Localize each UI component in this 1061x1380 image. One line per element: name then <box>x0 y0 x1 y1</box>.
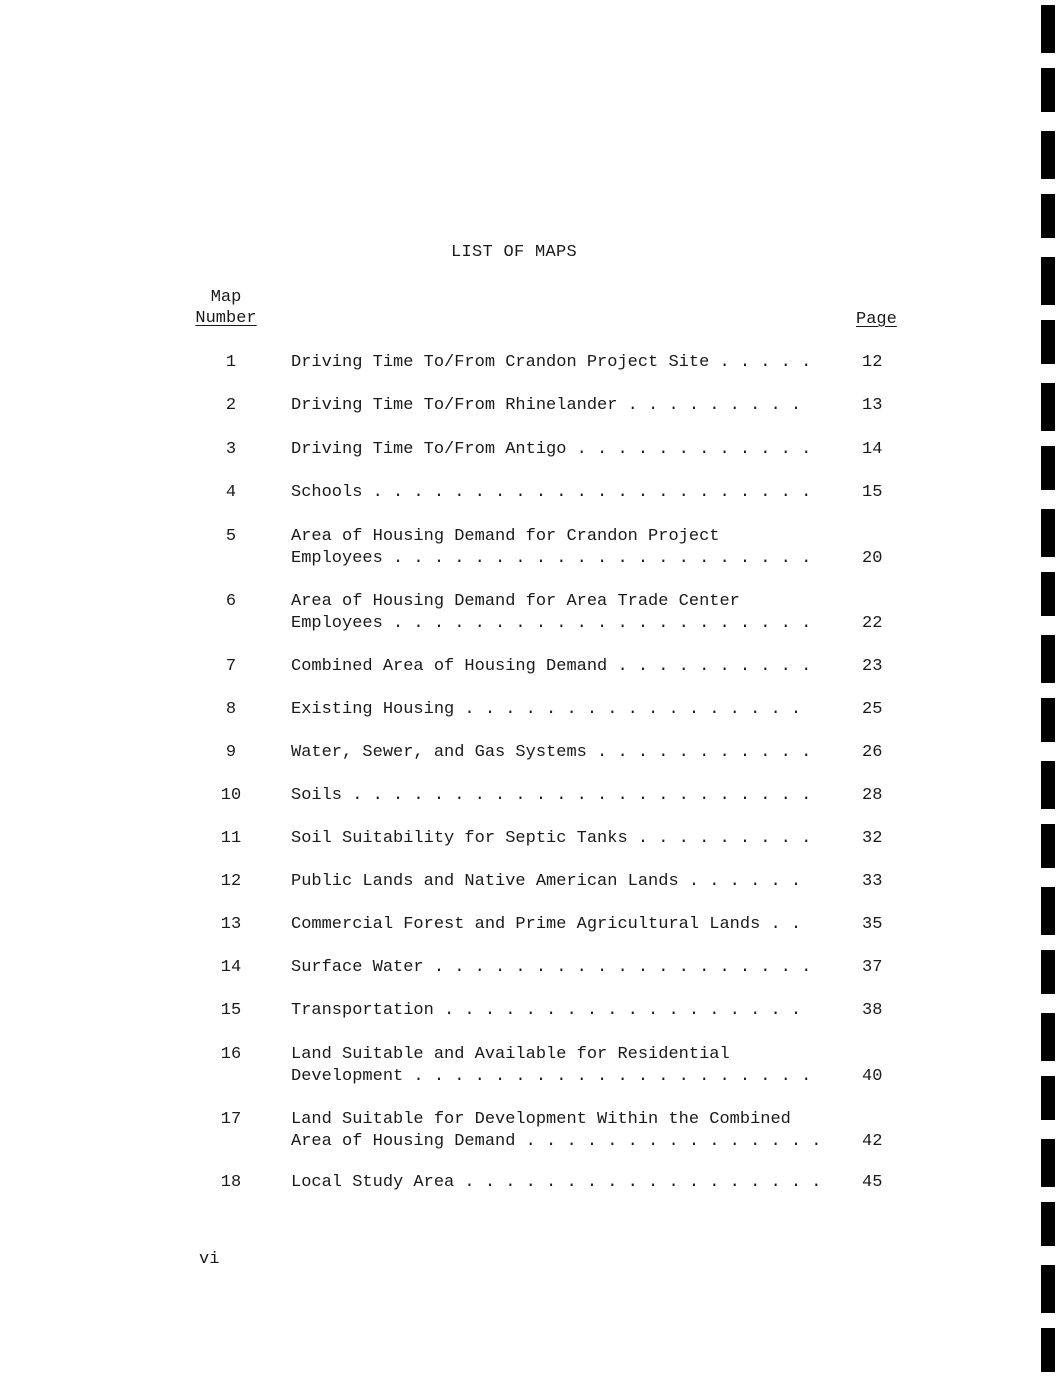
edge-mark <box>1041 446 1055 490</box>
edge-mark <box>1041 1139 1055 1187</box>
page-number: 45 <box>862 1173 883 1192</box>
edge-mark <box>1041 572 1055 616</box>
page-number: 37 <box>862 958 883 977</box>
map-number: 9 <box>225 743 237 762</box>
map-number: 6 <box>225 592 237 611</box>
map-title-line1: Public Lands and Native American Lands . . . . . . <box>291 872 802 891</box>
map-title-line1: Soil Suitability for Septic Tanks . . . . . . . . . <box>291 829 812 848</box>
page-header-label: Page <box>856 310 897 329</box>
map-title-line2: Employees . . . . . . . . . . . . . . . . . . . . . <box>291 549 812 568</box>
edge-mark <box>1041 257 1055 305</box>
map-number-header <box>191 287 261 329</box>
map-title-line2: Employees . . . . . . . . . . . . . . . . . . . . . <box>291 614 812 633</box>
page-number: 38 <box>862 1001 883 1020</box>
edge-mark <box>1041 194 1055 238</box>
map-number-header-line2: Number <box>195 309 257 328</box>
map-number: 8 <box>225 700 237 719</box>
map-number: 1 <box>225 353 237 372</box>
page-number: 28 <box>862 786 883 805</box>
map-title-line1: Water, Sewer, and Gas Systems . . . . . . . . . . . <box>291 743 812 762</box>
edge-mark <box>1041 950 1055 994</box>
map-title <box>291 828 851 850</box>
map-number: 3 <box>225 440 237 459</box>
map-number: 4 <box>225 483 237 502</box>
map-number-header-line1: Map <box>210 288 242 307</box>
map-number: 16 <box>220 1045 242 1064</box>
map-title-line1: Surface Water . . . . . . . . . . . . . . . . . . . <box>291 958 812 977</box>
page-number: 12 <box>862 353 883 372</box>
footer-page-number: vi <box>199 1250 220 1269</box>
map-title <box>291 395 851 417</box>
binding-edge-marks <box>1041 0 1061 1380</box>
page-number: 20 <box>862 549 883 568</box>
map-title-line1: Soils . . . . . . . . . . . . . . . . . . . . . . . <box>291 786 812 805</box>
map-title <box>291 439 851 461</box>
map-title <box>291 699 851 721</box>
map-title <box>291 742 851 764</box>
map-title-line1: Land Suitable and Available for Residential <box>291 1045 730 1064</box>
map-title <box>291 1172 851 1194</box>
edge-mark <box>1041 1202 1055 1246</box>
map-number: 17 <box>220 1110 242 1129</box>
page-number: 33 <box>862 872 883 891</box>
map-number: 10 <box>220 786 242 805</box>
map-title-line1: Transportation . . . . . . . . . . . . . . . . . . <box>291 1001 802 1020</box>
map-number: 5 <box>225 527 237 546</box>
page-header <box>856 309 897 330</box>
edge-mark <box>1041 320 1055 364</box>
page-number: 14 <box>862 440 883 459</box>
page-number: 40 <box>862 1067 883 1086</box>
edge-mark <box>1041 698 1055 742</box>
edge-mark <box>1041 1265 1055 1313</box>
map-number: 12 <box>220 872 242 891</box>
map-title-line1: Driving Time To/From Crandon Project Site . . . . . <box>291 353 812 372</box>
map-number: 18 <box>220 1173 242 1192</box>
page-number: 42 <box>862 1132 883 1151</box>
map-number: 13 <box>220 915 242 934</box>
map-title <box>291 871 851 893</box>
edge-mark <box>1041 635 1055 683</box>
map-number: 11 <box>220 829 242 848</box>
map-title-line1: Land Suitable for Development Within the Combined <box>291 1110 791 1129</box>
map-title <box>291 1109 851 1153</box>
map-title <box>291 1044 851 1088</box>
page-number: 26 <box>862 743 883 762</box>
edge-mark <box>1041 509 1055 557</box>
map-title-line2: Development . . . . . . . . . . . . . . . . . . . . <box>291 1067 812 1086</box>
edge-mark <box>1041 1076 1055 1120</box>
edge-mark <box>1041 383 1055 431</box>
map-title <box>291 591 851 635</box>
page-number: 22 <box>862 614 883 633</box>
map-title-line1: Driving Time To/From Rhinelander . . . . . . . . . <box>291 396 802 415</box>
map-title <box>291 785 851 807</box>
edge-mark <box>1041 68 1055 112</box>
map-title-line1: Area of Housing Demand for Area Trade Center <box>291 592 740 611</box>
edge-mark <box>1041 1328 1055 1372</box>
map-title-line1: Driving Time To/From Antigo . . . . . . . . . . . . <box>291 440 812 459</box>
map-title <box>291 1000 851 1022</box>
map-title-line1: Combined Area of Housing Demand . . . . . . . . . . <box>291 657 812 676</box>
map-title <box>291 482 851 504</box>
map-number: 15 <box>220 1001 242 1020</box>
page-number: 13 <box>862 396 883 415</box>
map-title-line2: Area of Housing Demand . . . . . . . . . . . . . . . <box>291 1132 822 1151</box>
map-title <box>291 957 851 979</box>
page-number: 15 <box>862 483 883 502</box>
page-number: 25 <box>862 700 883 719</box>
map-title <box>291 352 851 374</box>
edge-mark <box>1041 824 1055 868</box>
page-title: LIST OF MAPS <box>451 243 578 262</box>
map-title <box>291 914 851 936</box>
map-number: 7 <box>225 657 237 676</box>
edge-mark <box>1041 5 1055 53</box>
page-number: 32 <box>862 829 883 848</box>
map-title-line1: Area of Housing Demand for Crandon Project <box>291 527 720 546</box>
map-number: 2 <box>225 396 237 415</box>
map-title-line1: Local Study Area . . . . . . . . . . . . . . . . . . <box>291 1173 822 1192</box>
edge-mark <box>1041 1013 1055 1061</box>
map-title <box>291 526 851 570</box>
edge-mark <box>1041 887 1055 935</box>
edge-mark <box>1041 761 1055 809</box>
map-title-line1: Commercial Forest and Prime Agricultural Lands . . <box>291 915 802 934</box>
page-number: 23 <box>862 657 883 676</box>
map-title-line1: Schools . . . . . . . . . . . . . . . . . . . . . . <box>291 483 812 502</box>
map-title-line1: Existing Housing . . . . . . . . . . . . . . . . . <box>291 700 802 719</box>
map-number: 14 <box>220 958 242 977</box>
map-title <box>291 656 851 678</box>
page-number: 35 <box>862 915 883 934</box>
edge-mark <box>1041 131 1055 179</box>
